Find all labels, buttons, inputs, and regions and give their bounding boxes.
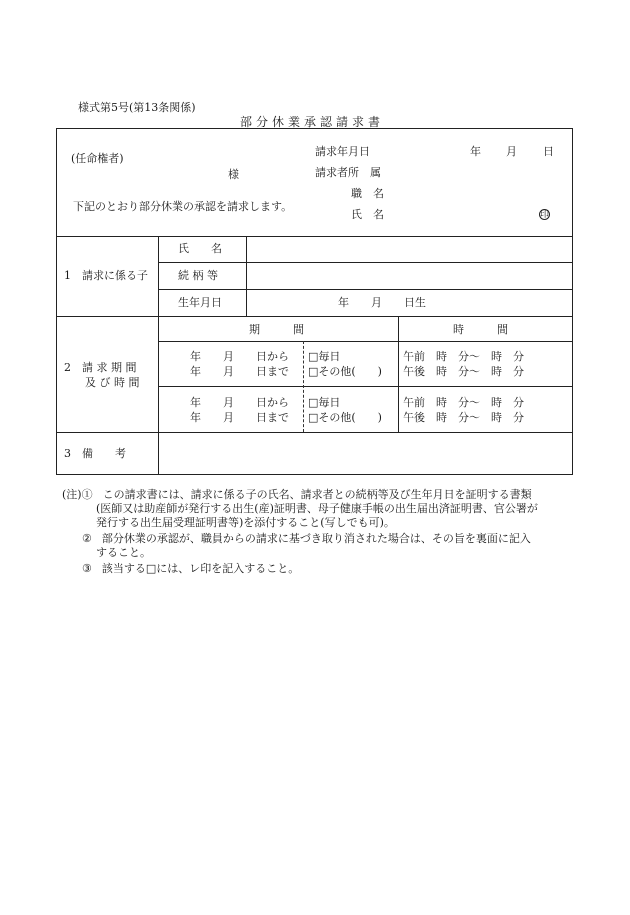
entry2-to[interactable]: 年 月 日まで (190, 411, 289, 424)
request-date-label: 請求年月日 (315, 145, 370, 158)
request-date-day: 日 (543, 145, 554, 158)
honorific-label: 様 (228, 168, 239, 181)
section2-label-line2: 及 び 時 間 (85, 376, 140, 389)
note-1-line-2: (医師又は助産師が発行する出生(産)証明書、母子健康手帳の出生届出済証明書、官公署が (96, 502, 538, 515)
note-2-marker: ② (82, 532, 92, 545)
birthdate-label: 生年月日 (178, 296, 222, 309)
appointing-authority-label: (任命権者) (71, 152, 124, 165)
entry2-am-time[interactable]: 午前 時 分〜 時 分 (403, 396, 524, 409)
birthdate-value[interactable]: 年 月 日生 (338, 296, 426, 309)
time-header: 時 間 (453, 323, 508, 336)
affiliation-label: 請求者所 属 (315, 166, 381, 179)
notes-prefix: (注) (62, 488, 82, 501)
note-1-line-3: 発行する出生届受理証明書等)を添付すること(写しでも可)。 (96, 516, 395, 529)
entry1-from[interactable]: 年 月 日から (190, 350, 289, 363)
notes (62, 488, 538, 576)
note-2-line-1: 部分休業の承認が、職員からの請求に基づき取り消された場合は、その旨を裏面に記入 (101, 532, 531, 545)
note-3 (62, 562, 538, 576)
form-title: 部分休業承認請求書 (240, 115, 385, 129)
section2-label-line1: 2 請 求 期 間 (64, 361, 137, 374)
entry1-daily-checkbox[interactable]: □毎日 (308, 350, 341, 363)
entry1-other-checkbox[interactable]: □その他( ) (308, 365, 382, 378)
section1-label: 1 請求に係る子 (64, 269, 148, 282)
note-2-line-2: すること。 (96, 546, 151, 559)
seal-mark: 印 (540, 210, 550, 220)
entry2-other-checkbox[interactable]: □その他( ) (308, 411, 382, 424)
entry1-pm-time[interactable]: 午後 時 分〜 時 分 (403, 365, 524, 378)
entry2-from[interactable]: 年 月 日から (190, 396, 289, 409)
request-date-month: 月 (506, 145, 517, 158)
section3-label: 3 備 考 (64, 447, 126, 460)
request-form-table (56, 128, 573, 475)
note-3-marker: ③ (82, 562, 92, 575)
request-statement: 下記のとおり部分休業の承認を請求します。 (73, 200, 293, 213)
note-1-line-1: この請求書には、請求に係る子の氏名、請求者との続柄等及び生年月日を証明する書類 (102, 488, 532, 501)
period-header: 期 間 (249, 323, 304, 336)
position-label: 職 名 (351, 187, 384, 200)
form-number: 様式第5号(第13条関係) (78, 101, 196, 114)
note-2 (62, 532, 538, 546)
child-name-label: 氏 名 (178, 242, 222, 255)
request-date-year: 年 (470, 145, 481, 158)
entry2-daily-checkbox[interactable]: □毎日 (308, 396, 341, 409)
note-1 (62, 488, 538, 502)
entry1-am-time[interactable]: 午前 時 分〜 時 分 (403, 350, 524, 363)
name-label: 氏 名 (351, 208, 384, 221)
note-1-marker: ① (81, 488, 93, 501)
relationship-label: 続 柄 等 (178, 269, 218, 282)
entry1-to[interactable]: 年 月 日まで (190, 365, 289, 378)
note-3-line-1: 該当する□には、レ印を記入すること。 (101, 562, 300, 575)
entry2-pm-time[interactable]: 午後 時 分〜 時 分 (403, 411, 524, 424)
